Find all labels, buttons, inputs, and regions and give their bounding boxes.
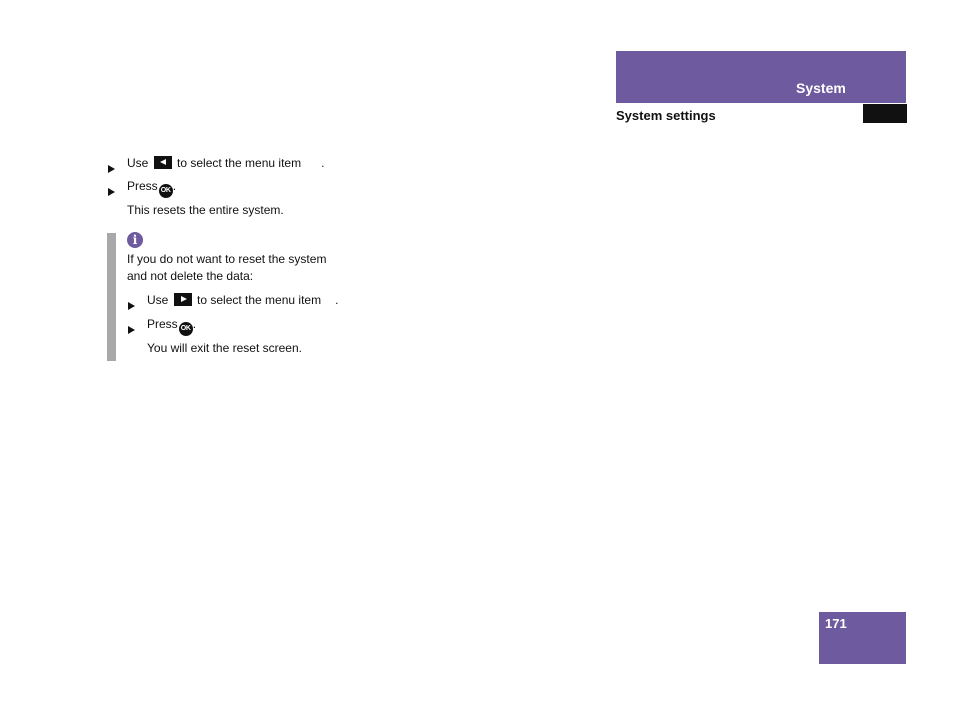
step-text-pre: Press: [127, 179, 158, 193]
bullet-arrow-icon: [128, 321, 135, 339]
info-icon: i: [127, 232, 143, 248]
note-step-press-ok: [147, 317, 196, 336]
note-step-text-pre: Use: [147, 293, 169, 307]
step-press-ok: [127, 179, 176, 198]
step-text-end: .: [321, 156, 325, 170]
step-use-left: [127, 156, 324, 171]
note-step-text-pre: Press: [147, 317, 178, 331]
note-side-bar: [107, 233, 116, 361]
note-step-text-post: to select the menu item: [193, 293, 322, 307]
section-title: System settings: [616, 108, 716, 123]
bullet-arrow-icon: [108, 183, 115, 201]
section-tab-marker: [863, 104, 907, 123]
note-text-line-1: If you do not want to reset the system: [127, 252, 327, 266]
right-arrow-key-icon: [174, 293, 192, 306]
note-step-use-right: [147, 293, 338, 308]
left-arrow-key-icon: [154, 156, 172, 169]
note-text-line-2: and not delete the data:: [127, 269, 254, 283]
chapter-header-bar: [616, 51, 906, 103]
note-step-text-post: .: [192, 317, 197, 331]
chapter-title: System: [796, 80, 846, 96]
page-number: 171: [825, 616, 847, 631]
bullet-arrow-icon: [108, 160, 115, 178]
step-text-pre: Use: [127, 156, 149, 170]
step-text-post: to select the menu item: [173, 156, 302, 170]
result-text: This resets the entire system.: [127, 203, 284, 217]
ok-button-icon: OK: [179, 322, 193, 336]
note-result-text: You will exit the reset screen.: [147, 341, 302, 355]
step-text-post: .: [172, 179, 177, 193]
ok-button-icon: OK: [159, 184, 173, 198]
bullet-arrow-icon: [128, 297, 135, 315]
note-step-text-end: .: [335, 293, 339, 307]
